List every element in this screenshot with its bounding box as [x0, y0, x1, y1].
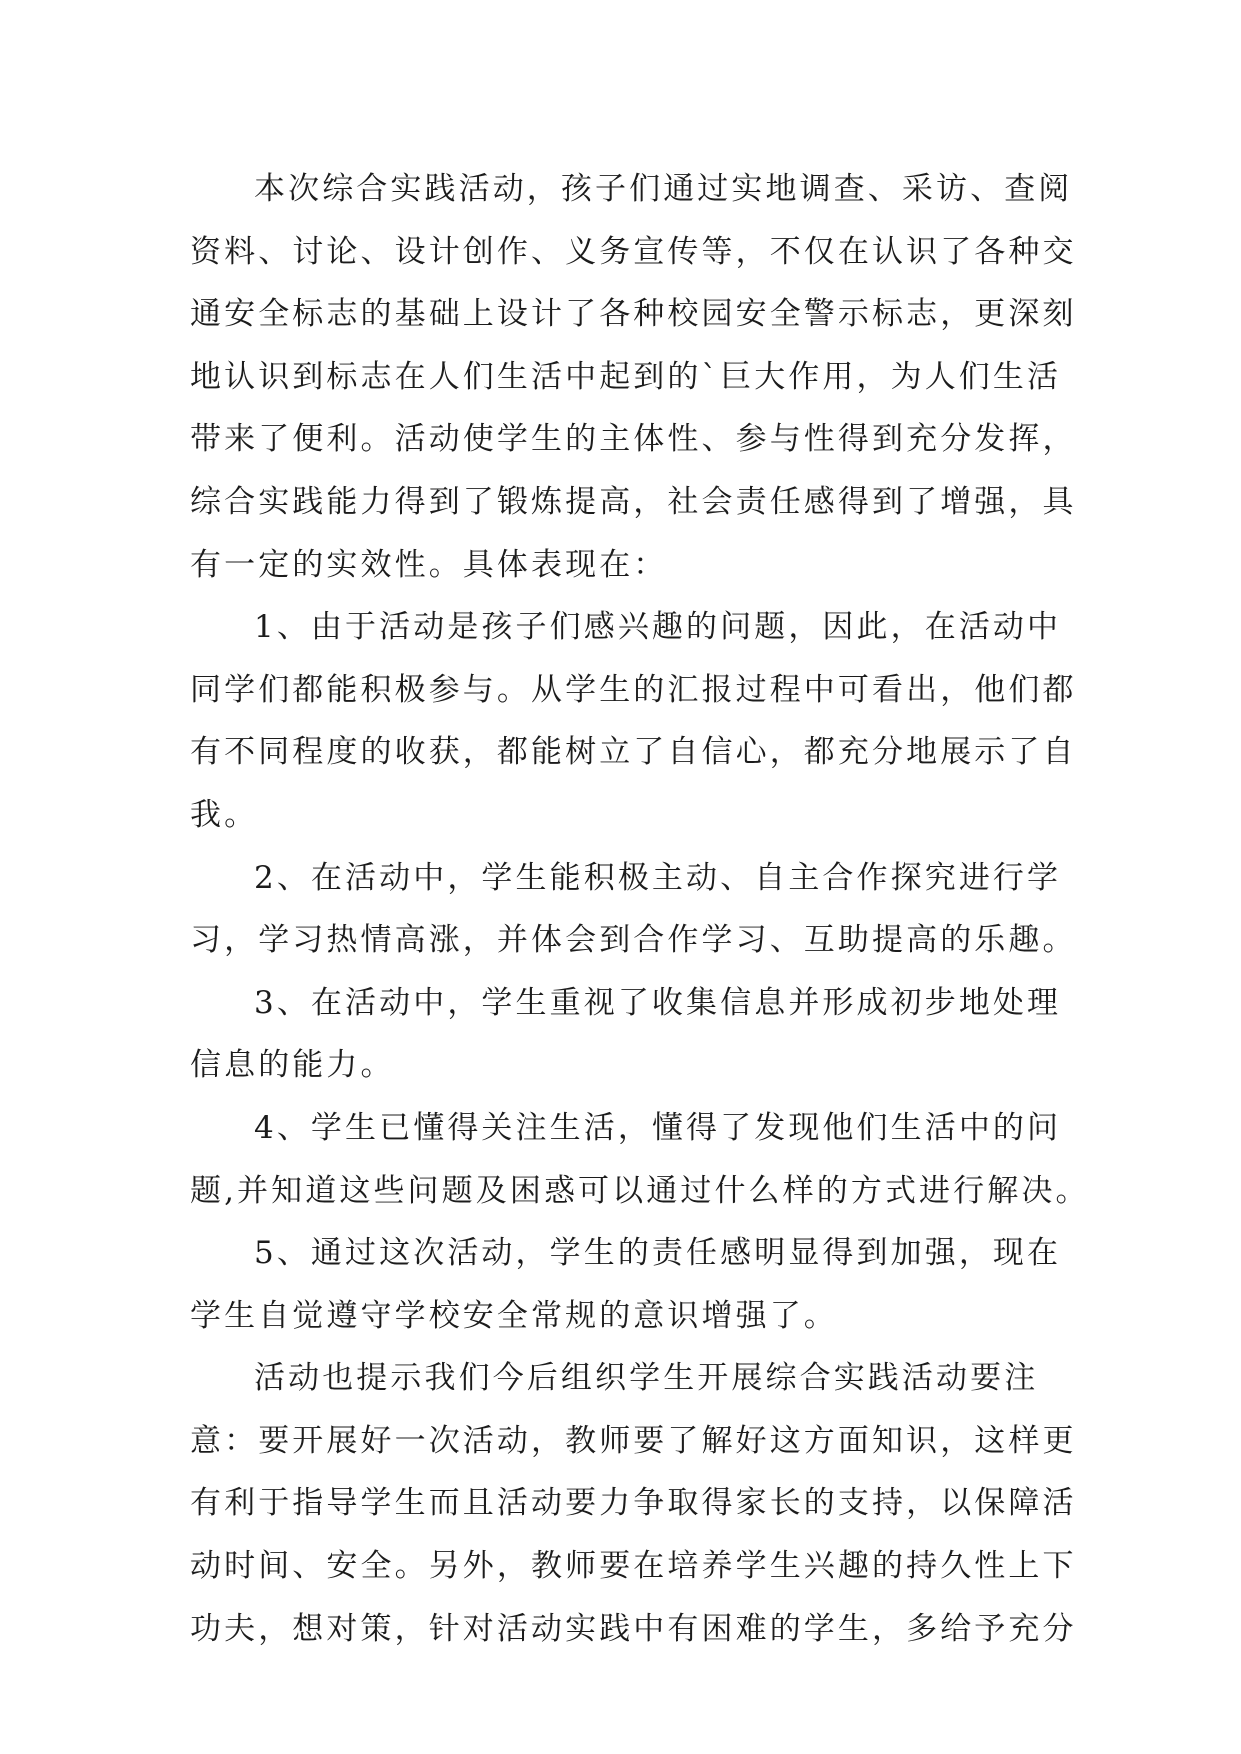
text-line: 活动也提示我们今后组织学生开展综合实践活动要注	[254, 1360, 1039, 1397]
text-line: 1、由于活动是孩子们感兴趣的问题，因此，在活动中	[254, 609, 1062, 646]
document-body	[190, 158, 1090, 1660]
text-line: 通安全标志的基础上设计了各种校园安全警示标志，更深刻	[190, 296, 1077, 333]
paragraph-summary	[190, 158, 1077, 596]
text-line: 意：要开展好一次活动，教师要了解好这方面知识，这样更	[190, 1422, 1077, 1459]
text-line: 我。	[190, 796, 259, 833]
paragraph-point-4	[190, 1097, 1090, 1222]
paragraph-point-2	[190, 847, 1077, 972]
text-line: 5、通过这次活动，学生的责任感明显得到加强，现在	[254, 1235, 1062, 1272]
text-line: 信息的能力。	[190, 1047, 395, 1084]
paragraph-reflection	[190, 1347, 1077, 1660]
text-line: 3、在活动中，学生重视了收集信息并形成初步地处理	[254, 984, 1062, 1021]
text-line: 有一定的实效性。具体表现在：	[190, 546, 668, 583]
text-line: 4、学生已懂得关注生活，懂得了发现他们生活中的问	[254, 1109, 1062, 1146]
text-line: 同学们都能积极参与。从学生的汇报过程中可看出，他们都	[190, 671, 1077, 708]
text-line: 地认识到标志在人们生活中起到的`巨大作用，为人们生活	[190, 358, 1062, 395]
text-line: 有不同程度的收获，都能树立了自信心，都充分地展示了自	[190, 734, 1077, 771]
text-line: 带来了便利。活动使学生的主体性、参与性得到充分发挥，	[190, 421, 1077, 458]
text-line: 习，学习热情高涨，并体会到合作学习、互助提高的乐趣。	[190, 922, 1077, 959]
text-line: 综合实践能力得到了锻炼提高，社会责任感得到了增强，具	[190, 483, 1077, 520]
text-line: 动时间、安全。另外，教师要在培养学生兴趣的持久性上下	[190, 1548, 1077, 1585]
text-line: 学生自觉遵守学校安全常规的意识增强了。	[190, 1297, 838, 1334]
paragraph-point-1	[190, 596, 1077, 846]
paragraph-point-3	[190, 972, 1062, 1097]
text-line: 2、在活动中，学生能积极主动、自主合作探究进行学	[254, 859, 1062, 896]
paragraph-point-5	[190, 1222, 1062, 1347]
text-line: 资料、讨论、设计创作、义务宣传等，不仅在认识了各种交	[190, 233, 1077, 270]
text-line: 有利于指导学生而且活动要力争取得家长的支持，以保障活	[190, 1485, 1077, 1522]
text-line: 本次综合实践活动，孩子们通过实地调查、采访、查阅	[254, 171, 1073, 207]
text-line: 题,并知道这些问题及困惑可以通过什么样的方式进行解决。	[190, 1172, 1090, 1209]
text-line: 功夫，想对策，针对活动实践中有困难的学生，多给予充分	[190, 1610, 1077, 1647]
